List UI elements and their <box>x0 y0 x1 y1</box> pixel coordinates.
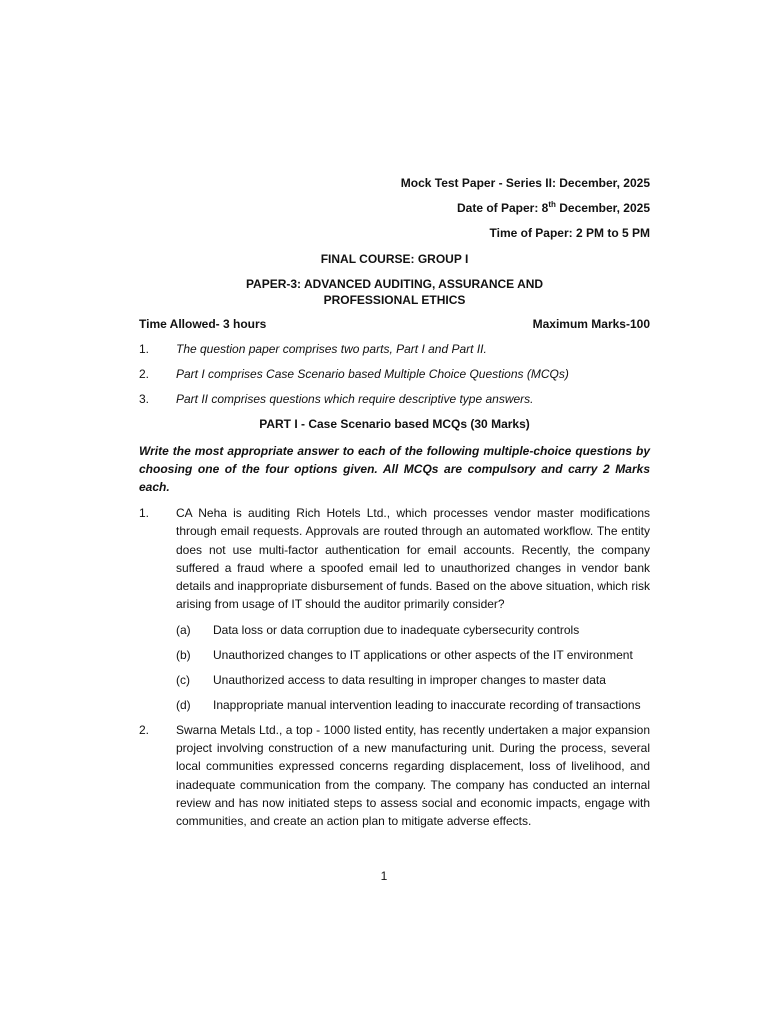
instruction-item <box>139 341 650 357</box>
option-text: Unauthorized changes to IT applications or other aspects of the IT environment <box>213 647 633 662</box>
paper-title-line-1: PAPER-3: ADVANCED AUDITING, ASSURANCE AND <box>245 277 544 291</box>
time-marks-row <box>139 316 650 332</box>
option-label: (a) <box>176 622 191 637</box>
option-label: (d) <box>176 697 191 712</box>
option-label: (c) <box>176 672 190 687</box>
question-item <box>139 721 650 831</box>
paper-title-line-2: PROFESSIONAL ETHICS <box>323 293 466 307</box>
question-number: 1. <box>139 506 150 520</box>
time-allowed: Time Allowed- 3 hours <box>139 317 267 331</box>
date-suffix: December, 2025 <box>555 201 650 215</box>
question-text: CA Neha is auditing Rich Hotels Ltd., which processes vendor master modifications through email requests. Approvals are routed through an automated workflow. The entity does not use multi-factor authentication for email accounts. Recently, the company suffered a fraud where a spoofed email led to unauthorized changes in vendor bank details and inappropriate disbursement of funds. Based on the above situation, which risk arising from usage of IT should the auditor primarily consider? <box>176 506 650 612</box>
option-label: (b) <box>176 647 191 662</box>
course-title: FINAL COURSE: GROUP I <box>320 252 469 266</box>
paper-title <box>139 276 650 308</box>
answer-option <box>176 697 650 713</box>
date-superscript: th <box>548 200 556 209</box>
answer-option <box>176 647 650 663</box>
part-heading: PART I - Case Scenario based MCQs (30 Marks) <box>259 417 530 431</box>
question-text: Swarna Metals Ltd., a top - 1000 listed entity, has recently undertaken a major expansion project involving construction of a new manufacturing unit. During the process, several local communities expressed concerns regarding displacement, loss of livelihood, and inadequate communication from the company. The company has conducted an internal review and has now initiated steps to assess social and economic impacts, engage with communities, and create an action plan to mitigate adverse effects. <box>176 722 650 829</box>
answer-option <box>176 672 650 688</box>
option-text: Inappropriate manual intervention leading to inaccurate recording of transactions <box>213 697 641 712</box>
instruction-item <box>139 366 650 382</box>
option-text: Data loss or data corruption due to inadequate cybersecurity controls <box>213 622 580 637</box>
date-prefix: Date of Paper: 8 <box>457 201 549 215</box>
instruction-number: 2. <box>139 367 150 381</box>
answer-option <box>176 622 650 638</box>
page-content <box>139 176 650 831</box>
question-number: 2. <box>139 722 150 737</box>
time-of-paper: Time of Paper: 2 PM to 5 PM <box>489 226 650 240</box>
maximum-marks: Maximum Marks-100 <box>532 317 650 331</box>
instruction-number: 1. <box>139 342 150 356</box>
instruction-text: The question paper comprises two parts, Part I and Part II. <box>176 342 487 356</box>
page-number: 1 <box>380 869 388 883</box>
instruction-text: Part II comprises questions which require descriptive type answers. <box>176 392 534 406</box>
series-title: Mock Test Paper - Series II: December, 2025 <box>400 176 650 190</box>
option-text: Unauthorized access to data resulting in improper changes to master data <box>213 672 606 687</box>
mcq-directive: Write the most appropriate answer to each of the following multiple-choice questions by choosing one of the four options given. All MCQs are compulsory and carry 2 Marks each. <box>139 444 650 494</box>
instruction-number: 3. <box>139 392 150 406</box>
instruction-text: Part I comprises Case Scenario based Multiple Choice Questions (MCQs) <box>176 367 569 381</box>
date-of-paper <box>139 201 650 216</box>
instruction-item <box>139 391 650 407</box>
question-item <box>139 504 650 614</box>
